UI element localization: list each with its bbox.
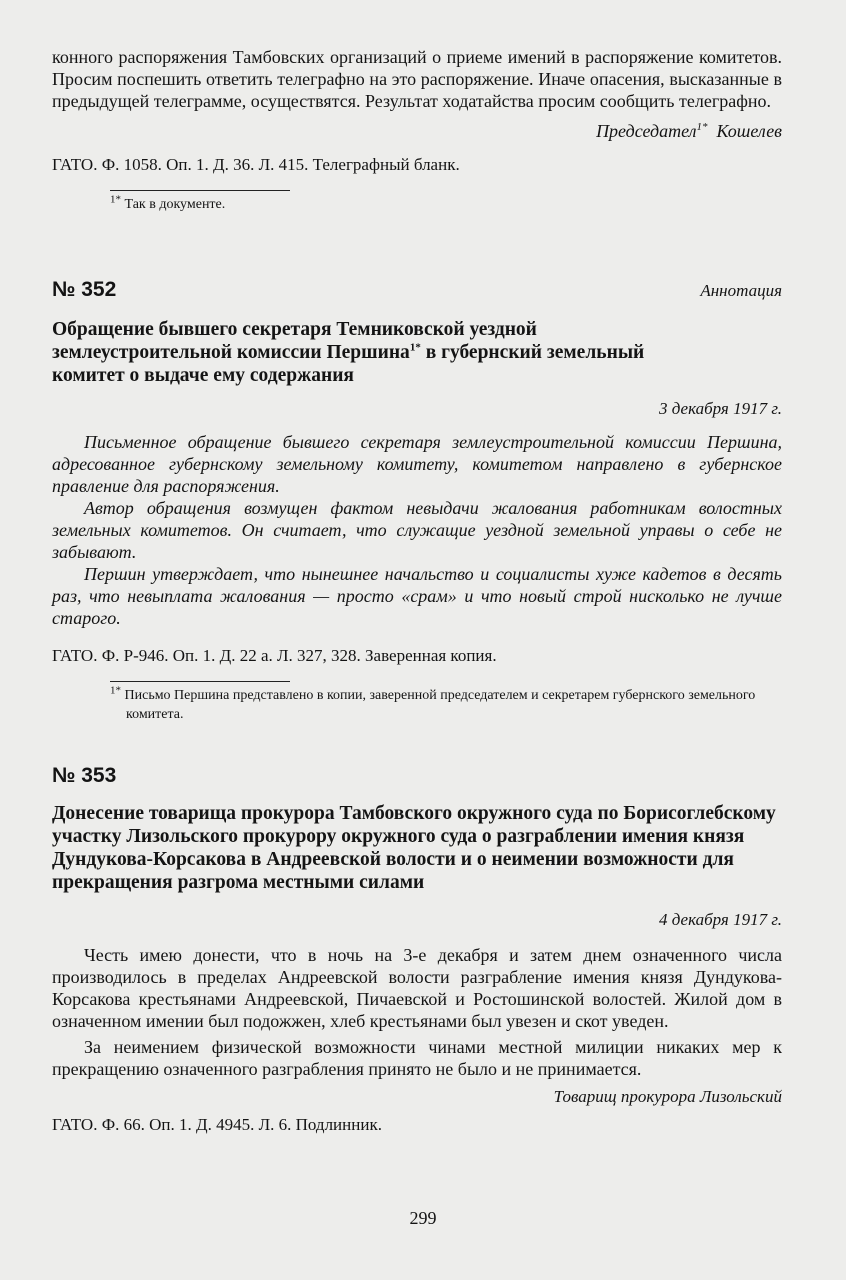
document-number: № 352 [52,278,117,301]
annotation-paragraph-2: Автор обращения возмущен фактом невыдачи жалования работникам волостных земельных комитетов. Он считает, что служащие уездной земельной управы о себе не забывают. [52,498,782,562]
signature-footnote-mark: 1* [696,121,708,133]
footnote-divider [110,190,290,191]
document-date: 4 декабря 1917 г. [658,910,782,929]
document-number: № 353 [52,764,117,787]
document-352 [52,278,782,724]
footnote-text: Письмо Першина представлено в копии, заверенной председателем и секретарем губернского земельного комитета. [124,688,756,722]
title-footnote-mark: 1* [409,341,421,354]
signature-line: Товарищ прокурора Лизольский [553,1087,782,1106]
signature-role: Председател [596,121,697,141]
title-part-2: в губернский земельный комитет о выдаче ему содержания [52,342,645,386]
footnote [52,686,782,724]
document-date: 3 декабря 1917 г. [658,399,782,418]
archive-reference: ГАТО. Ф. 1058. Оп. 1. Д. 36. Л. 415. Телеграфный бланк. [52,155,460,174]
archive-reference: ГАТО. Ф. 66. Оп. 1. Д. 4945. Л. 6. Подлинник. [52,1115,382,1134]
archive-reference: ГАТО. Ф. Р-946. Оп. 1. Д. 22 а. Л. 327, 328. Заверенная копия. [52,646,497,665]
body-paragraph-1: Честь имею донести, что в ночь на 3-е декабря и затем днем означенного числа производилось в пределах Андреевской волости разграбление имения князя Дундукова-Корсакова крестьянами Андреевской, Пичаевской и Ростошинской волостей. Жилой дом в означенном имении был подожжен, хлеб крестьянами был увезен и скот уведен. [52,945,782,1031]
footnote-mark: 1* [110,193,121,206]
document-353 [52,764,782,1136]
signature-name: Кошелев [716,121,782,141]
document-title [52,318,782,387]
document-title: Донесение товарища прокурора Тамбовского окружного суда по Борисоглебскому участку Лизольского прокурору окружного суда о разграблении имения князя Дундукова-Корсакова в Андреевской волости и о неимении возможности для прекращения разгрома местными силами [52,803,776,893]
footnote-text: Так в документе. [124,197,226,212]
page-number: 299 [409,1208,437,1228]
footnote [52,195,782,214]
continuation-text: конного распоряжения Тамбовских организаций о приеме имений в распоряжение комитетов. Просим поспешить ответить телеграфно на это распоряжение. Иначе опасения, высказанные в предыдущей телеграмме, осуществятся. Результат ходатайства просим сообщить телеграфно. [52,47,782,111]
document-header [52,764,782,788]
document-header [52,278,782,302]
body-paragraph-2: За неимением физической возможности чинами местной милиции никаких мер к прекращению означенного разграбления принято не было и не принимается. [52,1037,782,1079]
annotation-paragraph-1: Письменное обращение бывшего секретаря землеустроительной комиссии Першина, адресованное губернскому земельному комитету, комитетом направлено в губернское правление для распоряжения. [52,432,782,496]
document-kind: Аннотация [700,281,782,300]
title-part-1: Обращение бывшего секретаря Темниковской уездной землеустроительной комиссии Першина [52,319,537,363]
annotation-paragraph-3: Першин утверждает, что нынешнее начальство и социалисты хуже кадетов в десять раз, что невыплата жалования — просто «срам» и что новый строй нисколько не лучше старого. [52,564,782,628]
footnote-mark: 1* [110,684,121,697]
previous-document-section [52,46,782,214]
signature-line [52,120,782,142]
footnote-divider [110,681,290,682]
